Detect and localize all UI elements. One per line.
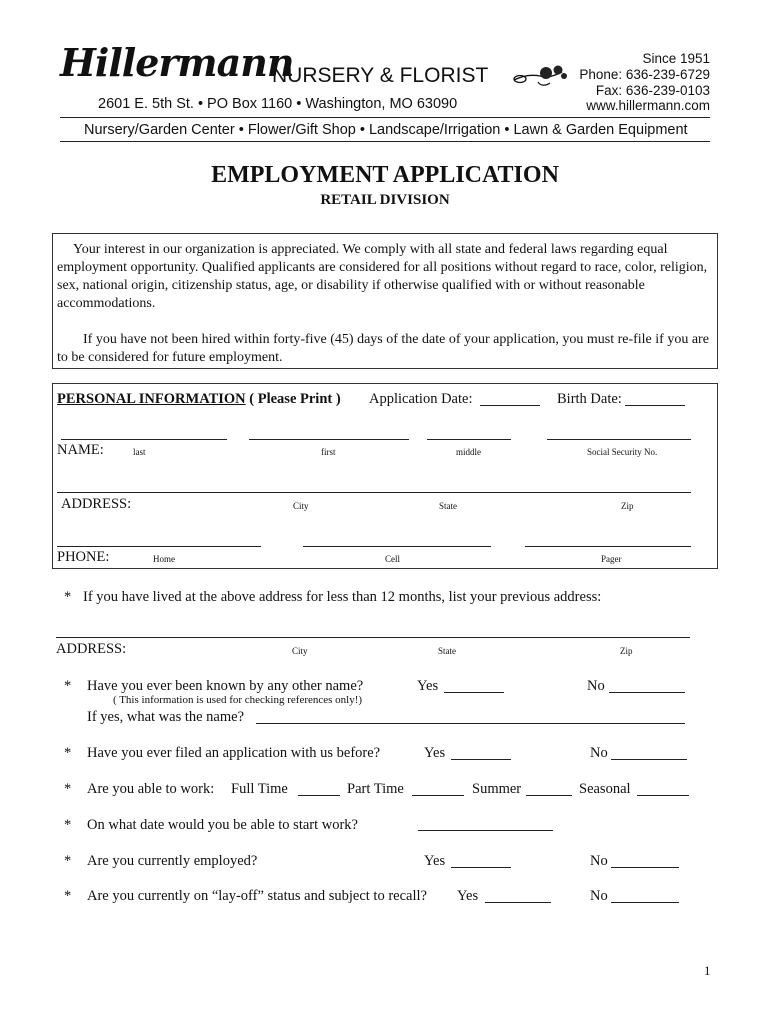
notice-paragraph-2: If you have not been hired within forty-five (45) days of the date of your application, you must re-file if you are to be considered for future employment.	[57, 332, 709, 365]
personal-heading-note: ( Please Print )	[249, 391, 341, 407]
phone-label: PHONE:	[57, 549, 110, 565]
address-city-caption: City	[293, 501, 309, 511]
letterhead-address: 2601 E. 5th St. • PO Box 1160 • Washington, MO 63090	[98, 96, 458, 112]
page-subtitle: RETAIL DIVISION	[320, 192, 450, 208]
q3-seasonal-label: Seasonal	[579, 781, 631, 797]
phone-cell-field[interactable]	[303, 546, 491, 547]
q5-yes-label: Yes	[424, 853, 446, 869]
name-last-caption: last	[133, 447, 146, 457]
phone-cell-caption: Cell	[385, 554, 400, 564]
application-date-field[interactable]	[480, 405, 540, 406]
address-zip-caption: Zip	[621, 501, 634, 511]
q5-no-label: No	[590, 853, 608, 869]
previous-address-field[interactable]	[56, 637, 690, 638]
letterhead-rule-bottom	[60, 141, 710, 142]
previous-zip-caption: Zip	[620, 646, 633, 656]
q6-yes-label: Yes	[457, 888, 479, 904]
q4-bullet: *	[64, 817, 72, 833]
previous-bullet: *	[64, 589, 72, 605]
q3-full-time-label: Full Time	[231, 781, 288, 797]
q4-start-date: On what date would you be able to start work?	[87, 817, 358, 833]
q5-no-field[interactable]	[611, 867, 679, 868]
personal-heading-row	[57, 390, 341, 408]
q1-no-label: No	[587, 678, 605, 694]
q5-bullet: *	[64, 853, 72, 869]
name-middle-field[interactable]	[427, 439, 511, 440]
q2-yes-label: Yes	[424, 745, 446, 761]
q3-seasonal-field[interactable]	[637, 795, 689, 796]
q5-yes-field[interactable]	[451, 867, 511, 868]
letterhead-services: Nursery/Garden Center • Flower/Gift Shop • Landscape/Irrigation • Lawn & Garden Equipment	[84, 122, 688, 138]
letterhead-since: Since 1951	[642, 51, 710, 66]
q1-note: ( This information is used for checking references only!)	[113, 694, 363, 706]
previous-city-caption: City	[292, 646, 308, 656]
notice-paragraph-1: Your interest in our organization is appreciated. We comply with all state and federal laws regarding equal employment opportunity. Qualified applicants are considered for all positions without regard to race, color, religion, sex, national origin, citizenship status, age, or disability if otherwise qualified with or without reasonable accommodations.	[57, 242, 708, 311]
brand-suffix: NURSERY & FLORIST	[272, 64, 489, 87]
q2-filed-before: Have you ever filed an application with us before?	[87, 745, 381, 761]
rose-icon	[510, 62, 574, 92]
q1-yes-label: Yes	[417, 678, 439, 694]
address-state-caption: State	[439, 501, 457, 511]
q3-part-time-label: Part Time	[347, 781, 404, 797]
address-field[interactable]	[57, 492, 691, 493]
q3-able-to-work: Are you able to work:	[87, 781, 215, 797]
letterhead-fax: Fax: 636-239-0103	[595, 83, 710, 98]
q6-layoff: Are you currently on “lay-off” status and subject to recall?	[87, 888, 427, 904]
q1-followup-field[interactable]	[256, 723, 685, 724]
previous-address-prompt: If you have lived at the above address for less than 12 months, list your previous address:	[83, 589, 602, 605]
q5-employed: Are you currently employed?	[87, 853, 258, 869]
birth-date-label: Birth Date:	[557, 391, 622, 407]
name-first-caption: first	[321, 447, 336, 457]
ssn-caption: Social Security No.	[587, 447, 658, 457]
address-label: ADDRESS:	[61, 496, 132, 512]
letterhead-rule-top	[60, 117, 710, 118]
q1-bullet: *	[64, 678, 72, 694]
q3-full-time-field[interactable]	[298, 795, 340, 796]
name-middle-caption: middle	[456, 447, 481, 457]
q6-no-field[interactable]	[611, 902, 679, 903]
q6-yes-field[interactable]	[485, 902, 551, 903]
q2-no-label: No	[590, 745, 608, 761]
brand-logo: Hillermann	[60, 40, 294, 85]
q3-summer-field[interactable]	[526, 795, 572, 796]
q3-summer-label: Summer	[472, 781, 522, 797]
phone-home-caption: Home	[153, 554, 175, 564]
previous-state-caption: State	[438, 646, 456, 656]
previous-address-label: ADDRESS:	[56, 641, 127, 657]
q2-no-field[interactable]	[611, 759, 687, 760]
ssn-field[interactable]	[547, 439, 691, 440]
pager-caption: Pager	[601, 554, 622, 564]
phone-home-field[interactable]	[57, 546, 261, 547]
q1-followup-label: If yes, what was the name?	[87, 709, 245, 725]
q1-no-field[interactable]	[609, 692, 685, 693]
notice-box	[52, 233, 718, 369]
letterhead-phone: Phone: 636-239-6729	[579, 67, 710, 82]
personal-info-box	[52, 383, 718, 569]
q3-bullet: *	[64, 781, 72, 797]
application-date-label: Application Date:	[369, 391, 473, 407]
letterhead-website: www.hillermann.com	[586, 98, 710, 113]
q2-yes-field[interactable]	[451, 759, 511, 760]
q1-other-name: Have you ever been known by any other name?	[87, 678, 364, 694]
name-last-field[interactable]	[61, 439, 227, 440]
page-number: 1	[704, 963, 711, 978]
pager-field[interactable]	[525, 546, 691, 547]
name-label: NAME:	[57, 442, 104, 458]
name-first-field[interactable]	[249, 439, 409, 440]
q4-start-date-field[interactable]	[418, 830, 553, 831]
q6-bullet: *	[64, 888, 72, 904]
q6-no-label: No	[590, 888, 608, 904]
q1-yes-field[interactable]	[444, 692, 504, 693]
q3-part-time-field[interactable]	[412, 795, 464, 796]
birth-date-field[interactable]	[625, 405, 685, 406]
personal-heading: PERSONAL INFORMATION	[57, 391, 246, 407]
page-title: EMPLOYMENT APPLICATION	[211, 162, 559, 188]
q2-bullet: *	[64, 745, 72, 761]
